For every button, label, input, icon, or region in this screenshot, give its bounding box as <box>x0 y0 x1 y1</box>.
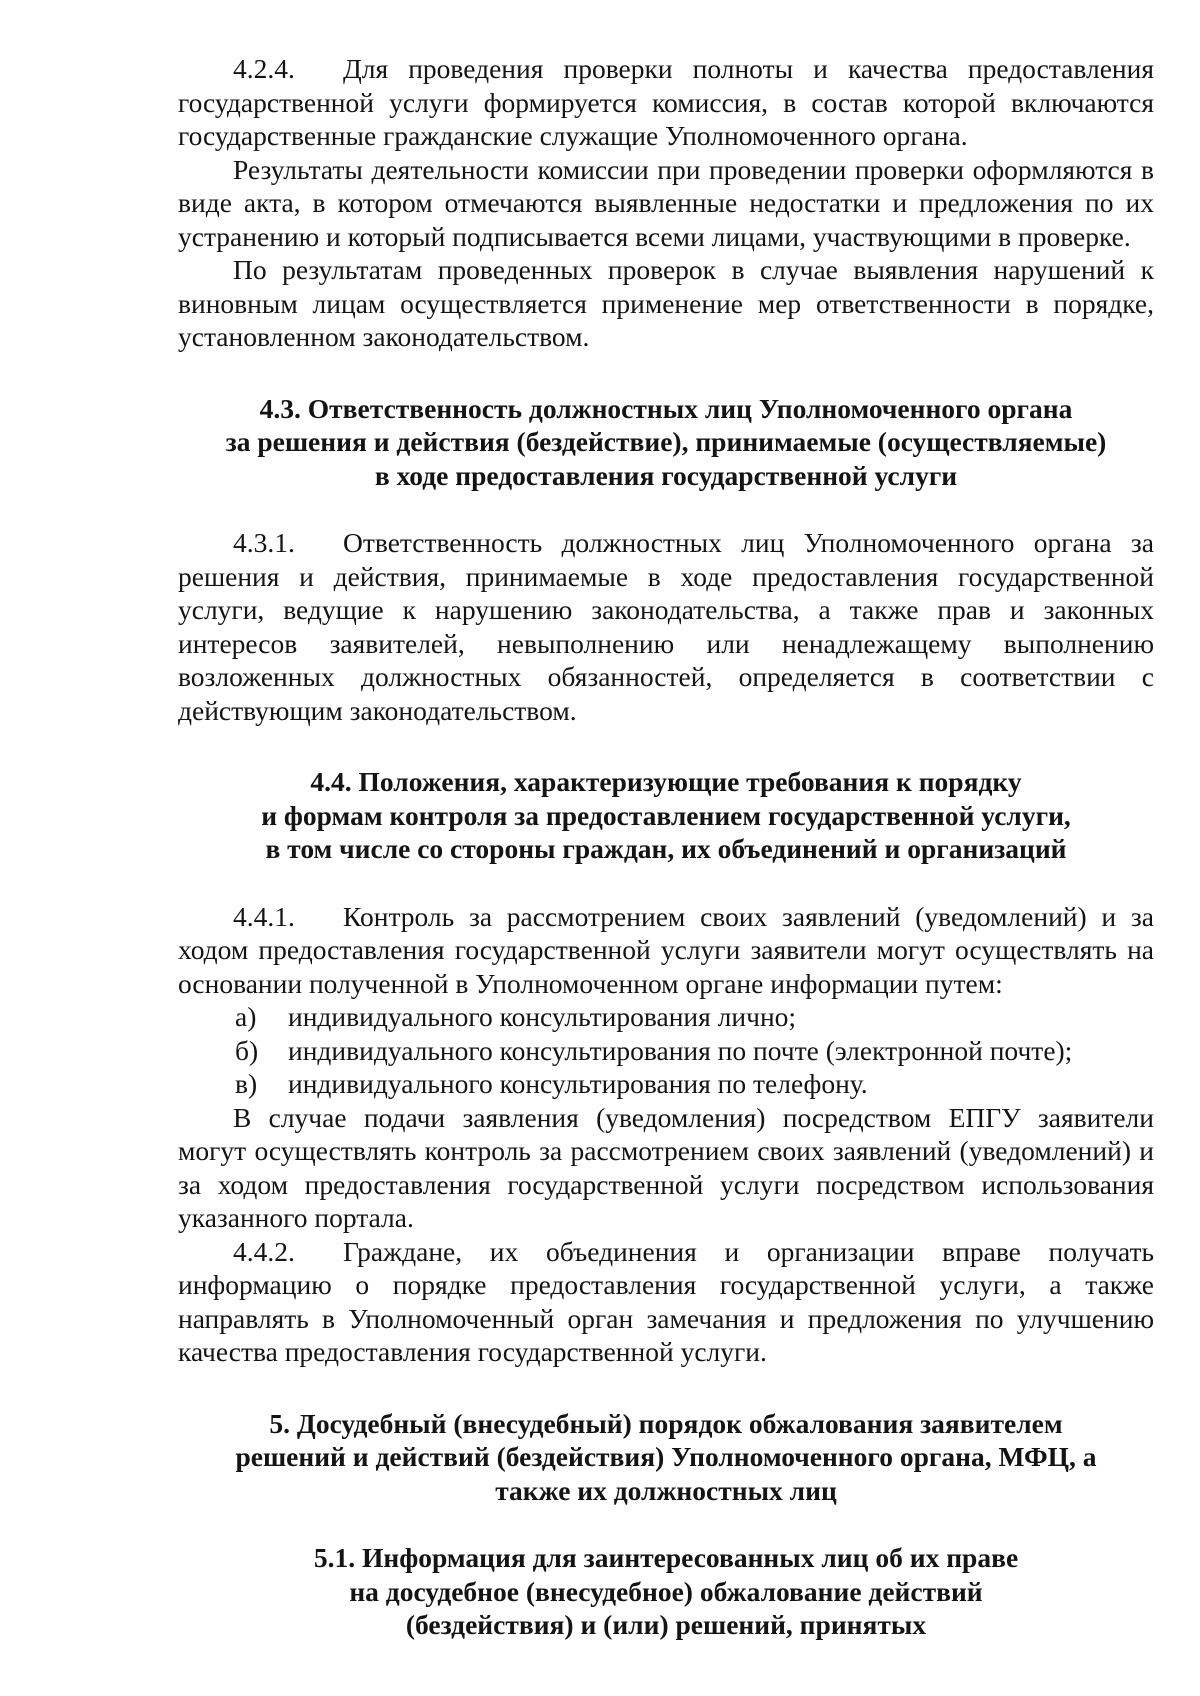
list-marker: в) <box>235 1068 258 1099</box>
list-item-text: индивидуального консультирования по почте (электронной почте); <box>288 1034 1073 1066</box>
heading-line: 5.1. Информация для заинтересованных лиц об их праве <box>313 1542 1019 1573</box>
paragraph-4-4-1 <box>178 900 1154 1001</box>
heading-line: в том числе со стороны граждан, их объединений и организаций <box>265 833 1067 864</box>
heading-line: и формам контроля за предоставлением государственной услуги, <box>261 799 1071 831</box>
heading-line: (бездействия) и (или) решений, принятых <box>405 1609 927 1640</box>
clause-number: 4.3.1. <box>233 527 295 558</box>
clause-number: 4.2.4. <box>233 53 295 84</box>
paragraph-text: Ответственность должностных лиц Уполномоченного органа за решения и действия, принимаемые в ходе предоставления государственной услуги, ведущие к нарушению законодательства, а также прав и законных интересов заявителей, невыполнению или ненадлежащему выполнению возложенных должностных обязанностей, определяется в соответствии с действующим законодательством. <box>178 527 1154 726</box>
list-item <box>178 1067 1154 1101</box>
heading-5-1 <box>178 1541 1154 1642</box>
list-item-text: индивидуального консультирования по телефону. <box>288 1068 868 1099</box>
heading-line: 4.4. Положения, характеризующие требования к порядку <box>310 766 1022 797</box>
list-marker: б) <box>235 1034 259 1066</box>
heading-5 <box>178 1407 1154 1508</box>
paragraph-text: Граждане, их объединения и организации вправе получать информацию о порядке предоставления государственной услуги, а также направлять в Уполномоченный орган замечания и предложения по улучшению качества предоставления государственной услуги. <box>178 1235 1154 1367</box>
heading-line: решений и действий (бездействия) Уполномоченного органа, МФЦ, а <box>235 1441 1097 1472</box>
paragraph-4-2-4 <box>178 52 1154 153</box>
paragraph-4-3-1 <box>178 526 1154 727</box>
heading-line: в ходе предоставления государственной услуги <box>374 459 958 491</box>
heading-line: также их должностных лиц <box>495 1474 837 1506</box>
heading-line: за решения и действия (бездействие), принимаемые (осуществляемые) <box>225 426 1107 457</box>
paragraph-text: Для проведения проверки полноты и качества предоставления государственной услуги формируется комиссия, в состав которой включаются государственные гражданские служащие Уполномоченного органа. <box>178 53 1154 151</box>
clause-number: 4.4.2. <box>233 1235 295 1267</box>
heading-4-4 <box>178 765 1154 866</box>
heading-line: на досудебное (внесудебное) обжалование действий <box>349 1575 983 1607</box>
clause-number: 4.4.1. <box>233 900 295 932</box>
paragraph-epgu-control: В случае подачи заявления (уведомления) посредством ЕПГУ заявители могут осуществлять контроль за рассмотрением своих заявлений (уведомлений) и за ходом предоставления государственной услуги посредством использования указанного портала. <box>178 1101 1154 1233</box>
list-marker: а) <box>235 1001 257 1032</box>
heading-line: 5. Досудебный (внесудебный) порядок обжалования заявителем <box>269 1407 1063 1439</box>
list-item <box>178 1000 1154 1034</box>
list-item-text: индивидуального консультирования лично; <box>288 1001 797 1032</box>
paragraph-responsibility-measures: По результатам проведенных проверок в случае выявления нарушений к виновным лицам осуществляется применение мер ответственности в порядке, установленном законодательством. <box>178 254 1154 352</box>
paragraph-commission-results: Результаты деятельности комиссии при проведении проверки оформляются в виде акта, в котором отмечаются выявленные недостатки и предложения по их устранению и который подписывается всеми лицами, участвующими в проверке. <box>178 153 1154 252</box>
paragraph-text: Контроль за рассмотрением своих заявлений (уведомлений) и за ходом предоставления государственной услуги заявители могут осуществлять на основании полученной в Уполномоченном органе информации путем: <box>178 900 1154 999</box>
document-page <box>178 52 1154 1642</box>
heading-line: 4.3. Ответственность должностных лиц Уполномоченного органа <box>259 392 1073 424</box>
heading-4-3 <box>178 392 1154 493</box>
list-item <box>178 1034 1154 1068</box>
paragraph-4-4-2 <box>178 1235 1154 1369</box>
